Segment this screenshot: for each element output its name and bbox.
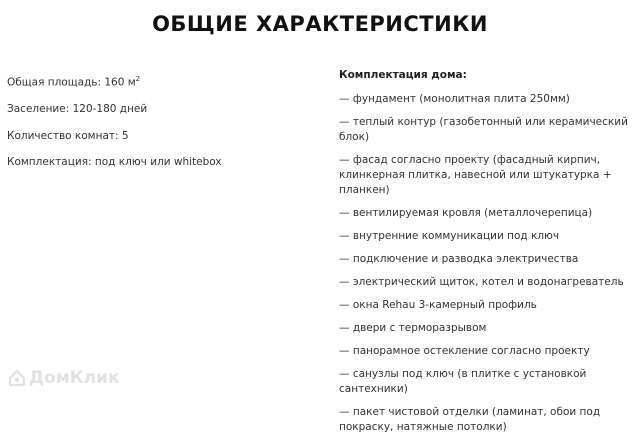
spec-move-in: Заселение: 120-180 дней bbox=[7, 103, 148, 115]
equipment-heading: Комплектация дома: bbox=[339, 69, 467, 81]
spec-finish: Комплектация: под ключ или whitebox bbox=[7, 156, 222, 168]
spec-rooms: Количество комнат: 5 bbox=[7, 129, 129, 142]
house-logo-icon bbox=[8, 369, 26, 387]
equipment-section bbox=[339, 69, 635, 443]
page-title: ОБЩИЕ ХАРАКТЕРИСТИКИ bbox=[152, 12, 488, 36]
equipment-item: — фасад согласно проекту (фасадный кирпич, клинкерная плитка, навесной или штукатурка + планкен) bbox=[339, 154, 612, 196]
equipment-item: — окна Rehau 3-камерный профиль bbox=[339, 299, 537, 311]
domclick-watermark bbox=[8, 368, 120, 388]
equipment-item: — теплый контур (газобетонный или керамический блок) bbox=[339, 116, 628, 143]
equipment-item: — фундамент (монолитная плита 250мм) bbox=[339, 93, 570, 105]
watermark-text: ДомКлик bbox=[29, 368, 120, 388]
equipment-item: — пакет чистовой отделки (ламинат, обои под покраску, натяжные потолки) bbox=[339, 406, 601, 433]
equipment-item: — двери с терморазрывом bbox=[339, 322, 487, 334]
spec-area-text: Общая площадь: 160 м bbox=[7, 76, 136, 89]
equipment-item: — электрический щиток, котел и водонагреватель bbox=[339, 276, 624, 288]
equipment-item: — вентилируемая кровля (металлочерепица) bbox=[339, 207, 593, 219]
spec-area bbox=[7, 73, 307, 90]
spec-area-unit-sup: 2 bbox=[135, 75, 141, 83]
equipment-item: — панорамное остекление согласно проекту bbox=[339, 345, 590, 357]
equipment-item: — внутренние коммуникации под ключ bbox=[339, 230, 560, 242]
equipment-item: — санузлы под ключ (в плитке с установкой сантехники) bbox=[339, 368, 587, 395]
specs-list bbox=[7, 73, 307, 183]
equipment-item: — подключение и разводка электричества bbox=[339, 253, 579, 265]
